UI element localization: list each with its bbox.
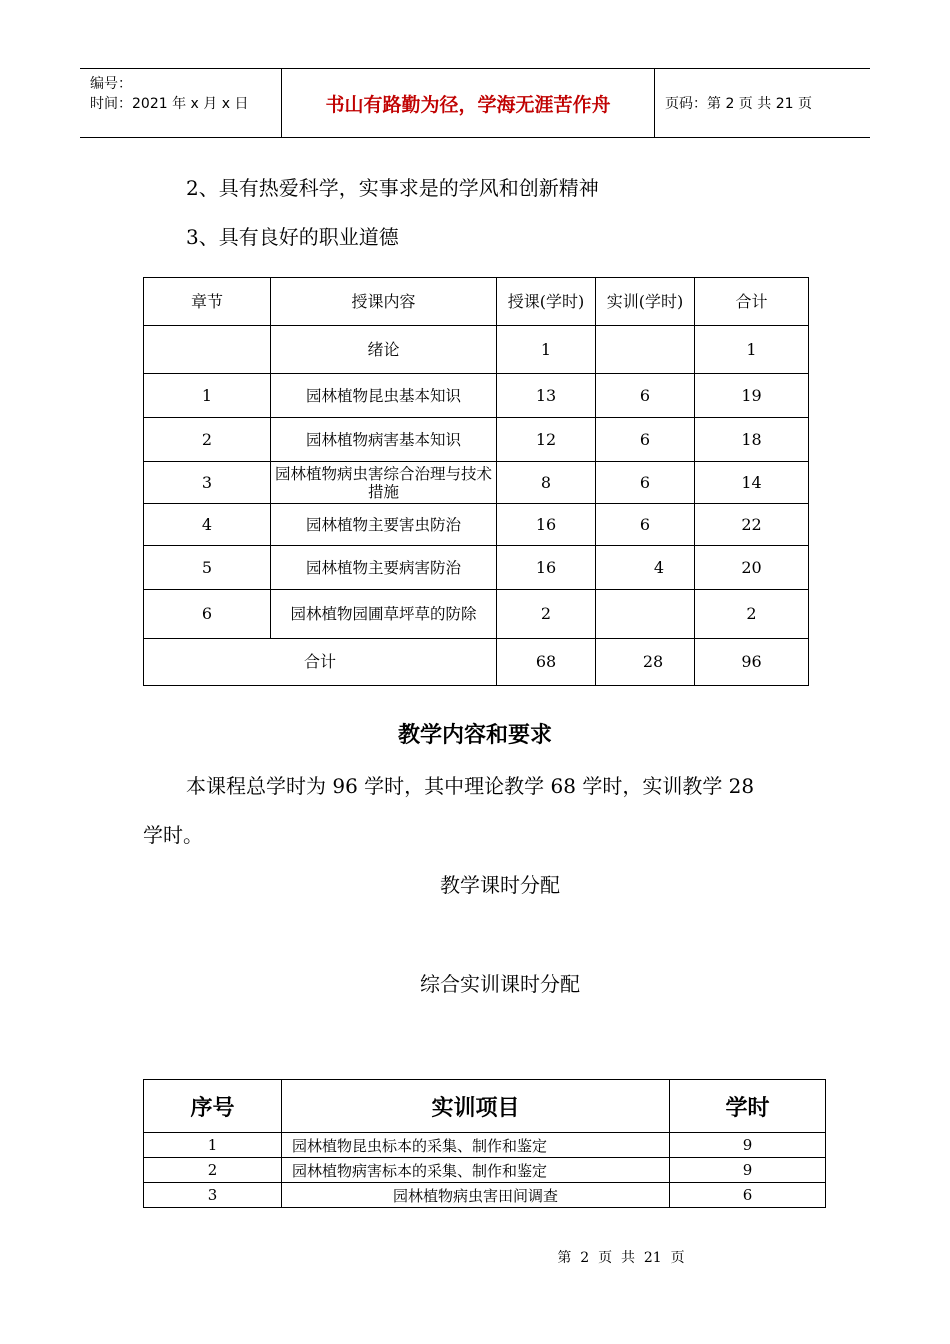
cell-total: 1 [695, 326, 809, 374]
body-text-line-2: 学时。 [143, 823, 203, 847]
table-row [144, 1183, 826, 1208]
cell-content: 园林植物主要害虫防治 [271, 504, 497, 546]
cell-hours: 9 [670, 1158, 826, 1183]
total-lecture: 68 [497, 639, 596, 686]
cell-content: 园林植物病害基本知识 [271, 418, 497, 462]
total-label: 合计 [144, 639, 497, 686]
hours-table [143, 277, 809, 686]
cell-content: 园林植物园圃草坪草的防除 [271, 590, 497, 639]
intro-item-3: 3、具有良好的职业道德 [186, 225, 399, 249]
table-row [144, 504, 809, 546]
cell-lecture: 1 [497, 326, 596, 374]
cell-index: 2 [144, 1158, 282, 1183]
cell-index: 1 [144, 1133, 282, 1158]
total-sum: 96 [695, 639, 809, 686]
cell-content: 园林植物病虫害综合治理与技术措施 [271, 462, 497, 504]
cell-lecture: 16 [497, 504, 596, 546]
header-chapter: 章节 [144, 278, 271, 326]
cell-practice: 4 [596, 546, 695, 590]
cell-lecture: 12 [497, 418, 596, 462]
cell-practice [596, 590, 695, 639]
header-meta [80, 69, 280, 137]
table-row [144, 546, 809, 590]
cell-practice: 6 [596, 504, 695, 546]
body-text-line-1: 本课程总学时为 96 学时，其中理论教学 68 学时，实训教学 28 [186, 774, 755, 798]
cell-chapter [144, 326, 271, 374]
total-practice: 28 [596, 639, 695, 686]
cell-practice: 6 [596, 462, 695, 504]
cell-hours: 6 [670, 1183, 826, 1208]
page-header [80, 68, 870, 138]
header-project: 实训项目 [282, 1080, 670, 1133]
header-hours: 学时 [670, 1080, 826, 1133]
cell-hours: 9 [670, 1133, 826, 1158]
table-row [144, 462, 809, 504]
cell-lecture: 16 [497, 546, 596, 590]
cell-total: 22 [695, 504, 809, 546]
cell-project: 园林植物病害标本的采集、制作和鉴定 [282, 1158, 670, 1183]
cell-chapter: 2 [144, 418, 271, 462]
table-row [144, 374, 809, 418]
header-lecture-hours: 授课(学时) [497, 278, 596, 326]
table-row [144, 418, 809, 462]
header-index: 序号 [144, 1080, 282, 1133]
header-total: 合计 [695, 278, 809, 326]
cell-lecture: 8 [497, 462, 596, 504]
practice-table [143, 1079, 826, 1208]
header-number: 编号： [90, 76, 132, 92]
cell-chapter: 3 [144, 462, 271, 504]
header-motto: 书山有路勤为径，学海无涯苦作舟 [281, 69, 655, 137]
intro-item-2: 2、具有热爱科学，实事求是的学风和创新精神 [186, 176, 599, 200]
cell-lecture: 13 [497, 374, 596, 418]
header-page-number: 页码：第 2 页 共 21 页 [665, 96, 812, 112]
page-footer: 第 2 页 共 21 页 [557, 1250, 685, 1266]
cell-index: 3 [144, 1183, 282, 1208]
cell-total: 18 [695, 418, 809, 462]
cell-total: 20 [695, 546, 809, 590]
practice-hours-caption: 综合实训课时分配 [420, 972, 580, 996]
table-row [144, 326, 809, 374]
cell-project: 园林植物昆虫标本的采集、制作和鉴定 [282, 1133, 670, 1158]
cell-content: 园林植物主要病害防治 [271, 546, 497, 590]
cell-content: 绪论 [271, 326, 497, 374]
cell-practice [596, 326, 695, 374]
cell-chapter: 1 [144, 374, 271, 418]
cell-project: 园林植物病虫害田间调查 [282, 1183, 670, 1208]
cell-chapter: 5 [144, 546, 271, 590]
cell-content: 园林植物昆虫基本知识 [271, 374, 497, 418]
cell-chapter: 6 [144, 590, 271, 639]
table-row [144, 1133, 826, 1158]
teaching-hours-caption: 教学课时分配 [440, 873, 560, 897]
section-title: 教学内容和要求 [397, 723, 552, 748]
table-header-row [144, 1080, 826, 1133]
cell-practice: 6 [596, 418, 695, 462]
header-time: 时间：2021 年 x 月 x 日 [90, 96, 249, 112]
cell-total: 14 [695, 462, 809, 504]
header-content: 授课内容 [271, 278, 497, 326]
table-row [144, 590, 809, 639]
cell-total: 19 [695, 374, 809, 418]
cell-lecture: 2 [497, 590, 596, 639]
table-header-row [144, 278, 809, 326]
header-practice-hours: 实训(学时) [596, 278, 695, 326]
cell-chapter: 4 [144, 504, 271, 546]
cell-total: 2 [695, 590, 809, 639]
cell-practice: 6 [596, 374, 695, 418]
table-row [144, 1158, 826, 1183]
table-total-row [144, 639, 809, 686]
